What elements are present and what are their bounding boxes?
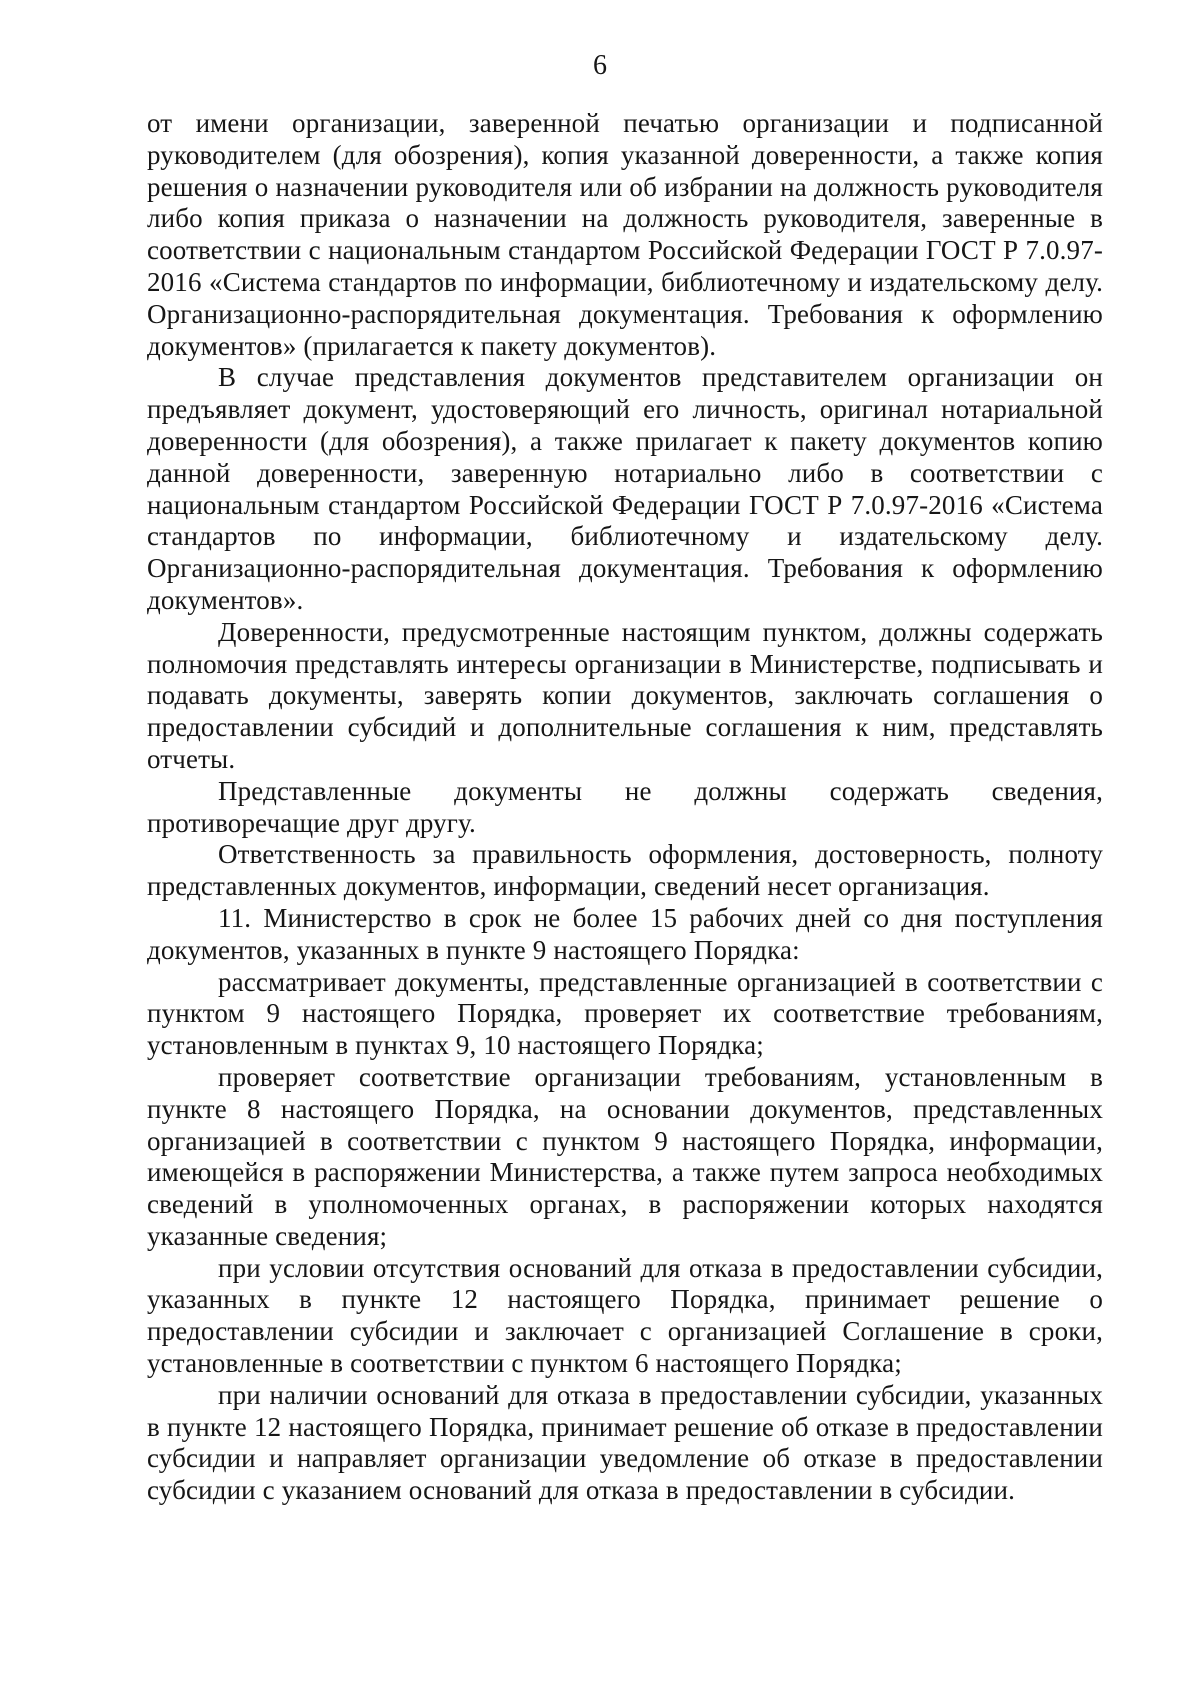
page-number: 6 xyxy=(593,50,607,81)
paragraph: Доверенности, предусмотренные настоящим пунктом, должны содержать полномочия представлять интересы организации в Министерстве, подписывать и подавать документы, заверять копии документов, заключать соглашения о предоставлении субсидий и дополнительные соглашения к ним, представлять отчеты. xyxy=(147,616,1103,774)
paragraph: рассматривает документы, представленные организацией в соответствии с пунктом 9 настоящего Порядка, проверяет их соответствие требованиям, установленным в пунктах 9, 10 настоящего Порядка; xyxy=(147,966,1103,1061)
paragraph: при условии отсутствия оснований для отказа в предоставлении субсидии, указанных в пункте 12 настоящего Порядка, принимает решение о предоставлении субсидии и заключает с организацией Соглашение в сроки, установленные в соответствии с пунктом 6 настоящего Порядка; xyxy=(147,1252,1103,1379)
document-body xyxy=(147,108,1103,1507)
paragraph: В случае представления документов представителем организации он предъявляет документ, удостоверяющий его личность, оригинал нотариальной доверенности (для обозрения), а также прилагает к пакету документов копию данной доверенности, заверенную нотариально либо в соответствии с национальным стандартом Российской Федерации ГОСТ Р 7.0.97-2016 «Система стандартов по информации, библиотечному и издательскому делу. Организационно-распорядительная документация. Требования к оформлению документов». xyxy=(147,362,1103,615)
paragraph: от имени организации, заверенной печатью организации и подписанной руководителем (для обозрения), копия указанной доверенности, а также копия решения о назначении руководителя или об избрании на должность руководителя либо копия приказа о назначении на должность руководителя, заверенные в соответствии с национальным стандартом Российской Федерации ГОСТ Р 7.0.97-2016 «Система стандартов по информации, библиотечному и издательскому делу. Организационно-распорядительная документация. Требования к оформлению документов» (прилагается к пакету документов). xyxy=(147,108,1103,361)
paragraph: Представленные документы не должны содержать сведения, противоречащие друг другу. xyxy=(147,775,1103,838)
paragraph: Ответственность за правильность оформления, достоверность, полноту представленных документов, информации, сведений несет организация. xyxy=(147,839,1103,902)
paragraph: при наличии оснований для отказа в предоставлении субсидии, указанных в пункте 12 настоящего Порядка, принимает решение об отказе в предоставлении субсидии и направляет организации уведомление об отказе в предоставлении субсидии с указанием оснований для отказа в предоставлении в субсидии. xyxy=(147,1379,1103,1506)
paragraph: 11. Министерство в срок не более 15 рабочих дней со дня поступления документов, указанных в пункте 9 настоящего Порядка: xyxy=(147,902,1103,965)
paragraph: проверяет соответствие организации требованиям, установленным в пункте 8 настоящего Порядка, на основании документов, представленных организацией в соответствии с пунктом 9 настоящего Порядка, информации, имеющейся в распоряжении Министерства, а также путем запроса необходимых сведений в уполномоченных органах, в распоряжении которых находятся указанные сведения; xyxy=(147,1061,1103,1251)
